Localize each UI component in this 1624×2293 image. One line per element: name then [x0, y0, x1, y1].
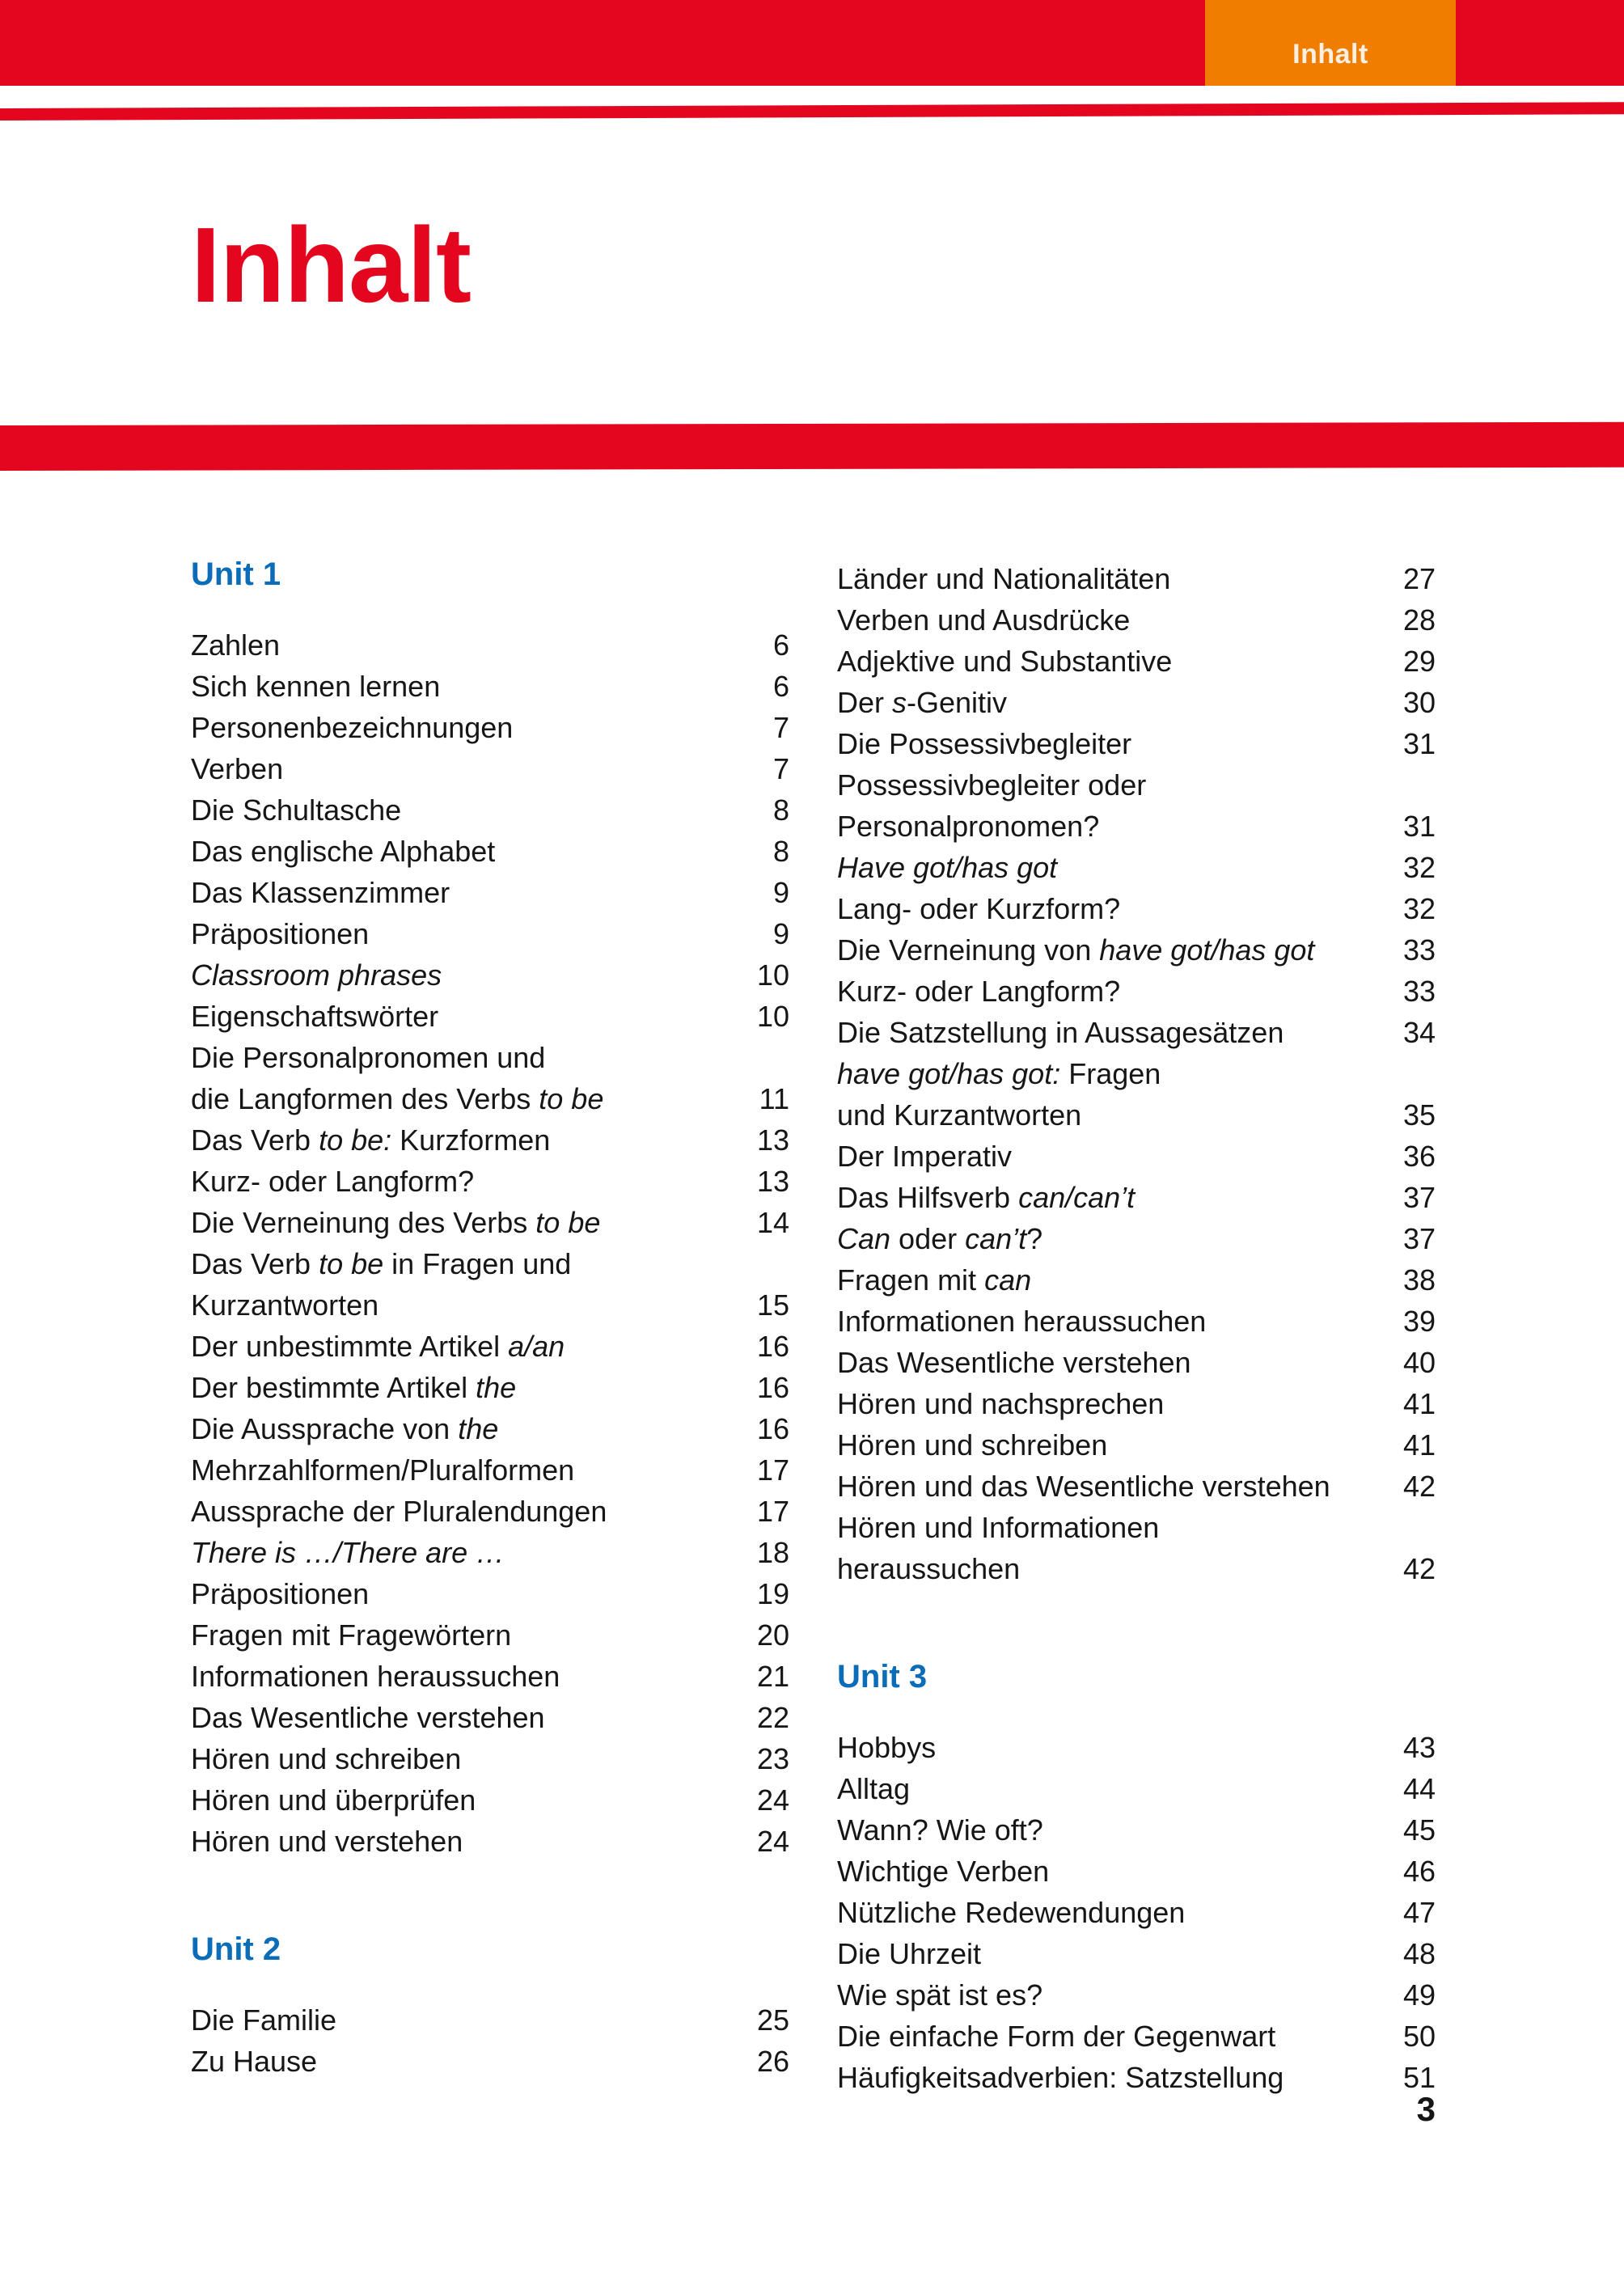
toc-entry-page-number: 14: [756, 1206, 789, 1239]
toc-entry-page-number: 34: [1402, 1016, 1436, 1049]
toc-entry-page-number: 19: [756, 1577, 789, 1610]
toc-entry-page-number: 44: [1402, 1772, 1436, 1805]
toc-entry[interactable]: [837, 806, 1436, 847]
toc-entry[interactable]: [191, 1656, 789, 1697]
toc-entry[interactable]: [837, 1892, 1436, 1933]
toc-entry-title: Hören und schreiben: [191, 1742, 462, 1775]
toc-entry[interactable]: [191, 1779, 789, 1821]
toc-entry[interactable]: [837, 1342, 1436, 1383]
toc-entry-page-number: 17: [756, 1453, 789, 1487]
toc-entry[interactable]: [191, 748, 789, 789]
toc-entry-page-number: 48: [1402, 1937, 1436, 1970]
toc-entry-title: Hören und Informationen: [837, 1511, 1160, 1544]
toc-entry[interactable]: [191, 1449, 789, 1491]
toc-entry-title: Eigenschaftswörter: [191, 1000, 439, 1033]
toc-entry[interactable]: [191, 913, 789, 954]
toc-entry-title: Alltag: [837, 1772, 911, 1805]
toc-entry-title: Informationen heraussuchen: [837, 1305, 1207, 1338]
toc-entry[interactable]: [837, 1974, 1436, 2016]
toc-entry[interactable]: [191, 831, 789, 872]
toc-entry-page-number: 45: [1402, 1813, 1436, 1847]
toc-entry-page-number: 42: [1402, 1552, 1436, 1585]
toc-entry-title: Die Verneinung von have got/has got: [837, 933, 1315, 967]
toc-entry[interactable]: [191, 2041, 789, 2082]
toc-entry[interactable]: [191, 1821, 789, 1862]
toc-entry-page-number: 33: [1402, 975, 1436, 1008]
toc-entry[interactable]: [191, 1491, 789, 1532]
title-underbar: [0, 422, 1624, 471]
toc-entry-title: Have got/has got: [837, 851, 1058, 884]
toc-entry[interactable]: [837, 1259, 1436, 1301]
toc-entry-title: heraussuchen: [837, 1552, 1021, 1585]
toc-entry[interactable]: [837, 1548, 1436, 1589]
toc-entry-page-number: 15: [756, 1288, 789, 1322]
toc-entry[interactable]: [837, 764, 1436, 806]
toc-entry-page-number: 39: [1402, 1305, 1436, 1338]
toc-entry-page-number: 51: [1402, 2061, 1436, 2094]
toc-entry-page-number: 32: [1402, 851, 1436, 884]
toc-entry-page-number: 6: [772, 670, 789, 703]
toc-entry-title: Personalpronomen?: [837, 810, 1100, 843]
toc-entry-title: Classroom phrases: [191, 958, 442, 992]
toc-entry-title: Das Wesentliche verstehen: [191, 1701, 545, 1734]
toc-entry[interactable]: [837, 847, 1436, 888]
toc-entry[interactable]: [191, 1037, 789, 1078]
toc-entry-title: Hören und schreiben: [837, 1428, 1108, 1462]
toc-entry[interactable]: [837, 1466, 1436, 1507]
toc-entry-page-number: 10: [756, 958, 789, 992]
toc-entry-title: Kurz- oder Langform?: [191, 1165, 475, 1198]
toc-entry-page-number: 22: [756, 1701, 789, 1734]
toc-entry-page-number: 29: [1402, 645, 1436, 678]
toc-entry[interactable]: [837, 682, 1436, 723]
toc-entry-title: Fragen mit can: [837, 1263, 1032, 1297]
toc-column-left: [191, 558, 789, 2082]
toc-entry[interactable]: [837, 1933, 1436, 1974]
toc-entry-title: Hören und überprüfen: [191, 1783, 476, 1817]
toc-entry-title: Das Verb to be: Kurzformen: [191, 1123, 551, 1157]
toc-entry[interactable]: [837, 929, 1436, 971]
toc-unit-heading: Unit 3: [837, 1659, 928, 1694]
toc-entry-title: Die Personalpronomen und: [191, 1041, 546, 1074]
toc-entry-title: die Langformen des Verbs to be: [191, 1082, 604, 1115]
toc-entry[interactable]: [191, 1326, 789, 1367]
toc-entry[interactable]: [837, 1768, 1436, 1809]
header-section-tab-label: Inhalt: [1292, 39, 1368, 70]
toc-column-right: [837, 558, 1436, 2098]
toc-entry[interactable]: [837, 723, 1436, 764]
toc-entry-page-number: 16: [756, 1330, 789, 1363]
toc-entry-title: Hören und das Wesentliche verstehen: [837, 1470, 1330, 1503]
toc-entry-title: Hören und verstehen: [191, 1825, 463, 1858]
toc-entry-title: Verben und Ausdrücke: [837, 603, 1131, 637]
toc-entry-title: Die Familie: [191, 2003, 337, 2037]
toc-entry-title: Wann? Wie oft?: [837, 1813, 1043, 1847]
toc-entry-title: Zahlen: [191, 628, 281, 662]
toc-entry-title: Das Klassenzimmer: [191, 876, 450, 909]
page-number: 3: [1416, 2090, 1436, 2128]
toc-entry[interactable]: [191, 1614, 789, 1656]
toc-entry[interactable]: [191, 996, 789, 1037]
toc-entry-page-number: 38: [1402, 1263, 1436, 1297]
toc-entry[interactable]: [837, 1012, 1436, 1053]
header-red-rule: [0, 102, 1624, 121]
toc-entry-title: Die Uhrzeit: [837, 1937, 982, 1970]
page-header: [0, 0, 1624, 129]
toc-entry[interactable]: [837, 2057, 1436, 2098]
toc-entry[interactable]: [837, 599, 1436, 641]
toc-entry-page-number: 16: [756, 1371, 789, 1404]
toc-entry[interactable]: [837, 1218, 1436, 1259]
toc-entry-title: Zu Hause: [191, 2045, 318, 2078]
toc-entry-page-number: 28: [1402, 603, 1436, 637]
toc-entry[interactable]: [191, 1284, 789, 1326]
toc-entry-page-number: 13: [756, 1123, 789, 1157]
toc-entry-page-number: 31: [1402, 810, 1436, 843]
toc-entry[interactable]: [191, 1119, 789, 1161]
toc-entry-title: Die Possessivbegleiter: [837, 727, 1132, 760]
toc-entry[interactable]: [191, 1202, 789, 1243]
toc-entry[interactable]: [837, 1727, 1436, 1768]
toc-entry-title: Sich kennen lernen: [191, 670, 441, 703]
toc-entry-page-number: 17: [756, 1495, 789, 1528]
toc-entry-title: Länder und Nationalitäten: [837, 562, 1171, 595]
toc-entry-page-number: 21: [756, 1660, 789, 1693]
toc-entry-page-number: 24: [756, 1825, 789, 1858]
toc-entry[interactable]: [191, 1078, 789, 1119]
toc-entry[interactable]: [837, 888, 1436, 929]
toc-entry-page-number: 46: [1402, 1855, 1436, 1888]
toc-entry-page-number: 33: [1402, 933, 1436, 967]
toc-entry-title: Nützliche Redewendungen: [837, 1896, 1186, 1929]
toc-entry[interactable]: [191, 1367, 789, 1408]
toc-entry-page-number: 31: [1402, 727, 1436, 760]
toc-entry-page-number: 30: [1402, 686, 1436, 719]
toc-entry-page-number: 25: [756, 2003, 789, 2037]
toc-unit-heading: Unit 2: [191, 1931, 281, 1967]
toc-entry-title: Präpositionen: [191, 1577, 370, 1610]
toc-entry-title: Die Satzstellung in Aussagesätzen: [837, 1016, 1284, 1049]
toc-entry-title: Kurzantworten: [191, 1288, 379, 1322]
toc-entry-title: Präpositionen: [191, 917, 370, 950]
toc-entry[interactable]: [837, 2016, 1436, 2057]
toc-entry[interactable]: [191, 1532, 789, 1573]
header-section-tab: [1205, 0, 1456, 86]
toc-entry[interactable]: [837, 1136, 1436, 1177]
toc-entry-title: Die Aussprache von the: [191, 1412, 499, 1445]
toc-entry-title: Kurz- oder Langform?: [837, 975, 1121, 1008]
toc-entry-title: Die Schultasche: [191, 793, 402, 827]
toc-entry-title: Can oder can’t?: [837, 1222, 1043, 1255]
toc-entry-page-number: 13: [756, 1165, 789, 1198]
toc-entry-page-number: 23: [756, 1742, 789, 1775]
toc-entry-title: Das Wesentliche verstehen: [837, 1346, 1191, 1379]
toc-entry-page-number: 50: [1402, 2020, 1436, 2053]
toc-entry[interactable]: [837, 558, 1436, 599]
toc-entry-title: Der Imperativ: [837, 1140, 1013, 1173]
toc-entry[interactable]: [837, 1177, 1436, 1218]
toc-entry-page-number: 37: [1402, 1181, 1436, 1214]
toc-entry-title: Informationen heraussuchen: [191, 1660, 560, 1693]
toc-entry-page-number: 41: [1402, 1428, 1436, 1462]
toc-entry[interactable]: [191, 1408, 789, 1449]
toc-entry-page-number: 26: [756, 2045, 789, 2078]
toc-entry-title: Das Hilfsverb can/can’t: [837, 1181, 1136, 1214]
toc-entry[interactable]: [191, 1697, 789, 1738]
toc-entry-page-number: 43: [1402, 1731, 1436, 1764]
toc-entry-title: Das englische Alphabet: [191, 835, 496, 868]
toc-entry[interactable]: [837, 1507, 1436, 1548]
toc-entry-title: Wie spät ist es?: [837, 1978, 1043, 2012]
toc-entry-page-number: 32: [1402, 892, 1436, 925]
toc-entry-page-number: 9: [772, 917, 789, 950]
toc-entry-title: Personenbezeichnungen: [191, 711, 514, 744]
toc-entry-title: Das Verb to be in Fragen und: [191, 1247, 572, 1280]
toc-entry-page-number: 10: [756, 1000, 789, 1033]
toc-entry[interactable]: [191, 789, 789, 831]
toc-entry-page-number: 11: [759, 1082, 789, 1115]
page-title: Inhalt: [191, 205, 471, 324]
toc-entry-title: Aussprache der Pluralendungen: [191, 1495, 607, 1528]
toc-entry[interactable]: [191, 666, 789, 707]
toc-entry-page-number: 24: [756, 1783, 789, 1817]
toc-entry-title: Fragen mit Fragewörtern: [191, 1618, 512, 1652]
toc-entry[interactable]: [191, 624, 789, 666]
toc-entry[interactable]: [837, 1809, 1436, 1851]
toc-entry-page-number: 36: [1402, 1140, 1436, 1173]
toc-entry-page-number: 6: [772, 628, 789, 662]
toc-entry-page-number: 37: [1402, 1222, 1436, 1255]
toc-entry-title: Der s-Genitiv: [837, 686, 1008, 719]
toc-entry-title: Wichtige Verben: [837, 1855, 1050, 1888]
toc-entry-title: Der bestimmte Artikel the: [191, 1371, 517, 1404]
toc-entry-title: Häufigkeitsadverbien: Satzstellung: [837, 2061, 1284, 2094]
toc-entry[interactable]: [191, 1243, 789, 1284]
toc-entry[interactable]: [191, 707, 789, 748]
toc-entry[interactable]: [191, 954, 789, 996]
toc-entry[interactable]: [837, 1851, 1436, 1892]
toc-entry-page-number: 27: [1402, 562, 1436, 595]
toc-entry[interactable]: [837, 1383, 1436, 1424]
toc-entry-title: Der unbestimmte Artikel a/an: [191, 1330, 565, 1363]
toc-entry-title: have got/has got: Fragen: [837, 1057, 1161, 1090]
toc-entry-title: Adjektive und Substantive: [837, 645, 1173, 678]
toc-unit-heading: Unit 1: [191, 556, 281, 592]
toc-entry-page-number: 42: [1402, 1470, 1436, 1503]
toc-entry-page-number: 16: [756, 1412, 789, 1445]
toc-entry-title: Die Verneinung des Verbs to be: [191, 1206, 601, 1239]
toc-entry-page-number: 49: [1402, 1978, 1436, 2012]
toc-entry-page-number: 20: [756, 1618, 789, 1652]
toc-entry-title: There is …/There are …: [191, 1536, 505, 1569]
toc-entry-title: Hören und nachsprechen: [837, 1387, 1165, 1420]
toc-entry-title: Mehrzahlformen/Pluralformen: [191, 1453, 575, 1487]
toc-entry-page-number: 8: [772, 793, 789, 827]
toc-entry-page-number: 18: [756, 1536, 789, 1569]
toc-entry-page-number: 41: [1402, 1387, 1436, 1420]
toc-entry-title: Hobbys: [837, 1731, 937, 1764]
toc-entry-title: Lang- oder Kurzform?: [837, 892, 1121, 925]
toc-entry[interactable]: [191, 1999, 789, 2041]
toc-entry-title: und Kurzantworten: [837, 1098, 1082, 1132]
toc-entry-page-number: 8: [772, 835, 789, 868]
toc-entry-page-number: 40: [1402, 1346, 1436, 1379]
toc-entry[interactable]: [191, 872, 789, 913]
toc-entry-page-number: 35: [1402, 1098, 1436, 1132]
toc-entry-title: Possessivbegleiter oder: [837, 768, 1147, 802]
toc-entry-page-number: 7: [772, 752, 789, 785]
toc-entry-page-number: 7: [772, 711, 789, 744]
toc-entry[interactable]: [837, 641, 1436, 682]
toc-entry[interactable]: [837, 1301, 1436, 1342]
toc-entry[interactable]: [191, 1161, 789, 1202]
toc-entry[interactable]: [837, 1424, 1436, 1466]
toc-entry-page-number: 9: [772, 876, 789, 909]
toc-entry[interactable]: [837, 1053, 1436, 1094]
toc-entry[interactable]: [837, 971, 1436, 1012]
toc-entry[interactable]: [191, 1738, 789, 1779]
toc-entry-page-number: 47: [1402, 1896, 1436, 1929]
toc-entry[interactable]: [191, 1573, 789, 1614]
toc-entry-title: Die einfache Form der Gegenwart: [837, 2020, 1276, 2053]
toc-entry-title: Verben: [191, 752, 284, 785]
toc-entry[interactable]: [837, 1094, 1436, 1136]
